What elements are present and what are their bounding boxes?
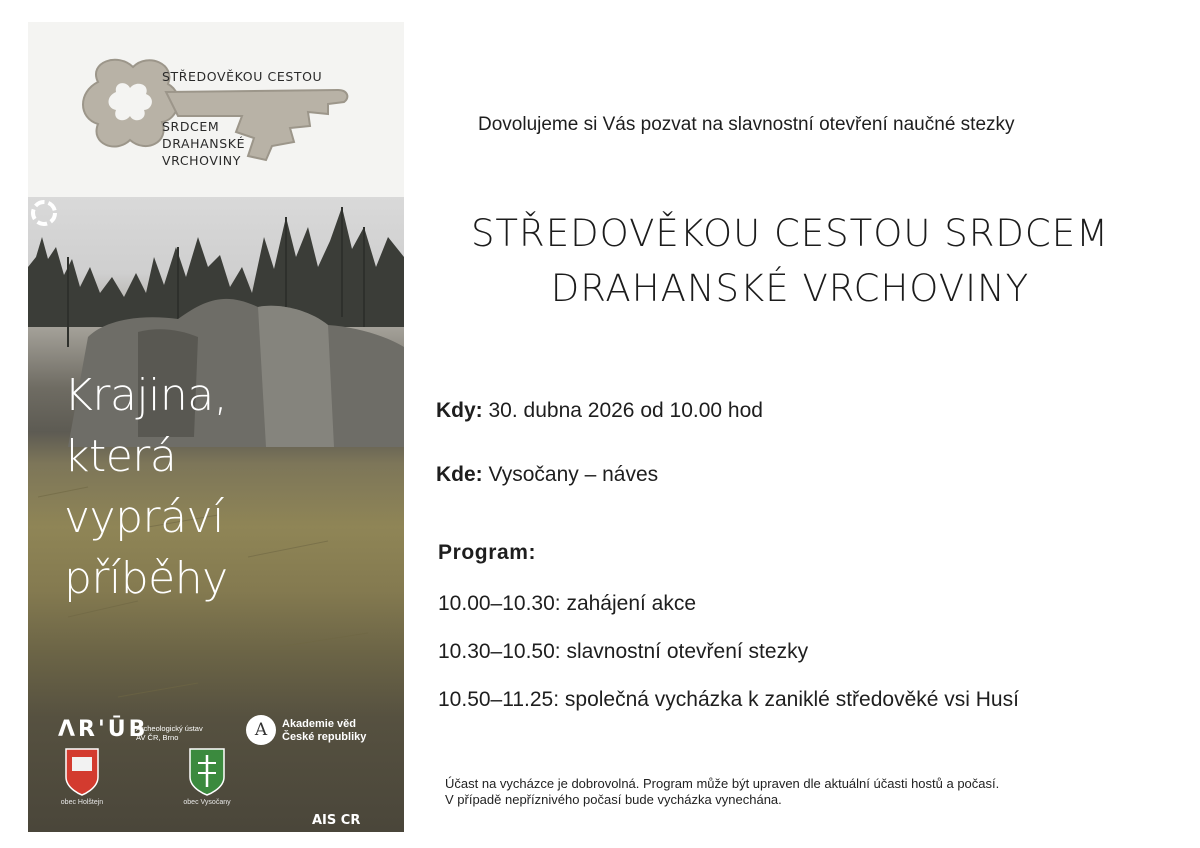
- logo-subtitle-line: SRDCEM: [162, 119, 220, 134]
- date-value: 30. dubna 2026 od 10.00 hod: [482, 399, 763, 422]
- invitation-text: Dovolujeme si Vás pozvat na slavnostní otevření naučné stezky: [478, 114, 1015, 135]
- logo-subtitle-line: DRAHANSKÉ: [162, 136, 246, 151]
- avcr-logo-icon: A: [246, 715, 276, 745]
- logo-title-line: STŘEDOVĚKOU CESTOU: [162, 69, 323, 84]
- arub-name-line: Archeologický ústav: [136, 724, 203, 733]
- ais-logo-text: AIS CR: [312, 813, 361, 828]
- date-label: Kdy:: [436, 399, 483, 422]
- event-banner: [28, 22, 404, 832]
- place-label: Kde:: [436, 463, 483, 486]
- arub-name: [136, 724, 203, 742]
- event-title-line: STŘEDOVĚKOU CESTOU SRDCEM: [470, 212, 1110, 255]
- event-title: [440, 206, 1140, 316]
- avcr-name-line: Akademie věd: [282, 718, 356, 730]
- logo-subtitle-line: VRCHOVINY: [162, 153, 241, 168]
- slogan-line: příběhy: [64, 553, 228, 604]
- event-date: [436, 399, 763, 423]
- footnote: [445, 776, 999, 808]
- holstejn-crest-icon: [66, 749, 98, 795]
- slogan-line: vypráví: [64, 492, 224, 543]
- trail-logo: [28, 22, 404, 197]
- avcr-name: [282, 718, 366, 744]
- footnote-line: V případě nepříznivého počasí bude vycházka vynechána.: [445, 792, 782, 807]
- holstejn-caption: obec Holštejn: [60, 799, 104, 806]
- program-item: 10.30–10.50: slavnostní otevření stezky: [438, 640, 809, 663]
- slogan-line: Krajina,: [64, 370, 228, 421]
- vysocany-crest-icon: [190, 749, 224, 795]
- event-title-line: DRAHANSKÉ VRCHOVINY: [550, 267, 1030, 310]
- slogan-line: která: [64, 431, 177, 482]
- event-place: [436, 463, 658, 487]
- footnote-line: Účast na vycházce je dobrovolná. Program může být upraven dle aktuální účasti hostů a počasí.: [445, 776, 1000, 791]
- arub-name-line: AV ČR, Brno: [136, 733, 179, 742]
- slogan: [64, 365, 228, 609]
- vysocany-caption: obec Vysočany: [183, 799, 231, 806]
- avcr-name-line: České republiky: [282, 731, 367, 743]
- place-value: Vysočany – náves: [482, 463, 659, 486]
- logo-subtitle: [162, 118, 245, 169]
- program-item: 10.50–11.25: společná vycházka k zaniklé středověké vsi Husí: [438, 688, 1019, 711]
- program-item: 10.00–10.30: zahájení akce: [438, 592, 697, 615]
- landscape-photo: [28, 197, 404, 832]
- ais-ring-icon: [28, 197, 60, 229]
- arub-logo: ΛR'ŪB: [58, 717, 149, 742]
- program-heading: Program:: [438, 541, 537, 564]
